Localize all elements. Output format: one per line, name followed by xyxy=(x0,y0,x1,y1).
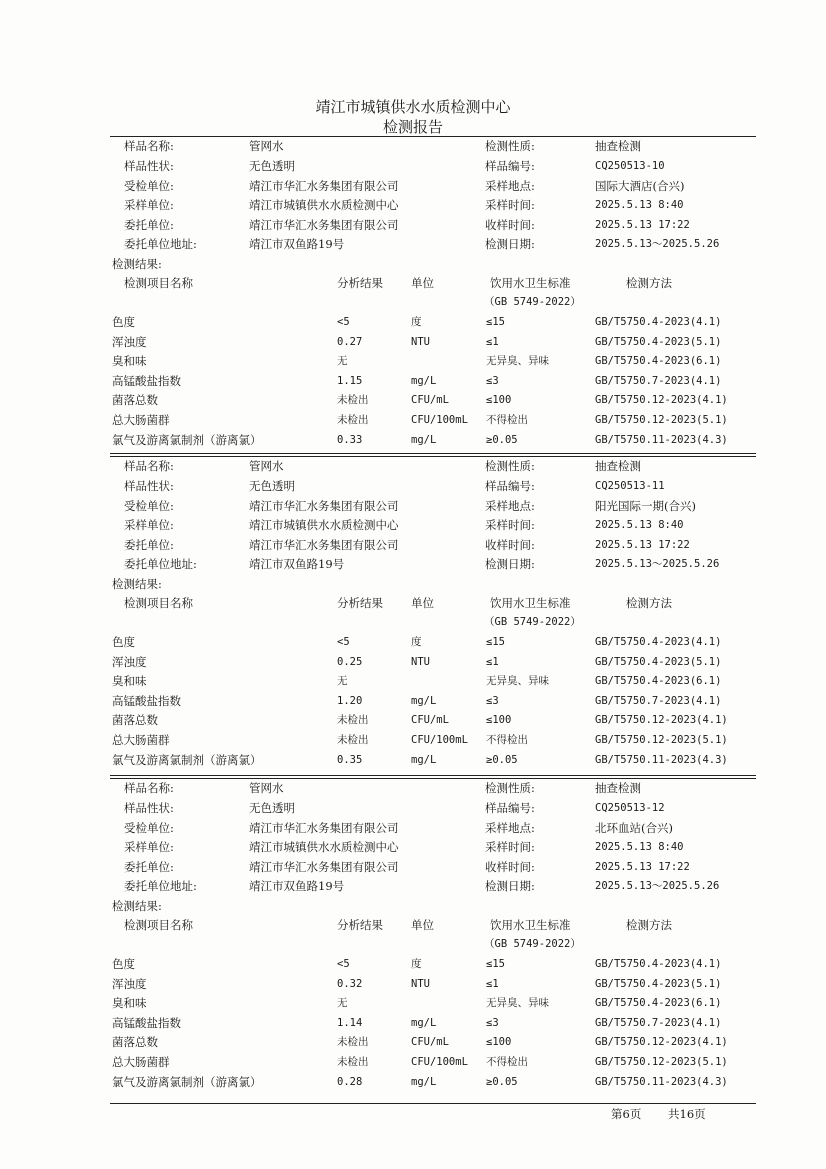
label-receive-time: 收样时间: xyxy=(485,218,535,232)
col-standard-header: 饮用水卫生标准 xyxy=(490,596,571,610)
sampling-unit: 靖江市城镇供水水质检测中心 xyxy=(249,198,399,212)
cell-item: 氯气及游离氯制剂（游离氯） xyxy=(112,1074,262,1089)
sampling-site: 国际大酒店(合兴) xyxy=(595,179,685,193)
test-date: 2025.5.13～2025.5.26 xyxy=(595,880,720,892)
label-sampling-site: 采样地点: xyxy=(485,179,535,193)
test-nature: 抽查检测 xyxy=(595,459,641,473)
cell-result: 0.33 xyxy=(337,433,363,446)
label-sampling-site: 采样地点: xyxy=(485,499,535,513)
cell-standard: 不得检出 xyxy=(486,734,528,746)
cell-item: 色度 xyxy=(112,635,135,649)
sampling-time: 2025.5.13 8:40 xyxy=(595,841,684,853)
label-sampling-unit: 采样单位: xyxy=(124,840,174,854)
cell-standard: ≤1 xyxy=(486,655,499,668)
sample-no: CQ250513-12 xyxy=(595,802,665,814)
cell-standard: ≤3 xyxy=(486,374,499,387)
cell-method: GB/T5750.4-2023(4.1) xyxy=(595,636,722,648)
sampling-unit: 靖江市城镇供水水质检测中心 xyxy=(249,840,399,854)
label-sampling-unit: 采样单位: xyxy=(124,198,174,212)
cell-result: 0.25 xyxy=(337,655,363,668)
col-standard-subheader: （GB 5749-2022） xyxy=(484,938,581,950)
cell-result: 未检出 xyxy=(337,1036,369,1049)
cell-unit: CFU/mL xyxy=(411,1036,449,1049)
cell-unit: mg/L xyxy=(411,694,437,707)
cell-result: 无 xyxy=(337,355,348,368)
cell-standard: ≥0.05 xyxy=(486,433,518,446)
section-separator xyxy=(110,453,756,457)
cell-unit: mg/L xyxy=(411,374,437,387)
cell-result: 未检出 xyxy=(337,414,369,426)
cell-unit: NTU xyxy=(411,655,430,668)
label-receive-time: 收样时间: xyxy=(485,538,535,552)
entrust-unit: 靖江市华汇水务集团有限公司 xyxy=(249,538,399,552)
label-sample-name: 样品名称: xyxy=(124,781,174,795)
col-standard-subheader: （GB 5749-2022） xyxy=(484,616,581,628)
cell-standard: ≤100 xyxy=(486,714,512,727)
sample-section-3 xyxy=(0,778,826,1108)
cell-item: 臭和味 xyxy=(112,354,147,369)
label-sample-no: 样品编号: xyxy=(485,479,535,493)
cell-standard: ≤100 xyxy=(486,1036,512,1049)
col-result-header: 分析结果 xyxy=(337,918,383,932)
label-sampling-unit: 采样单位: xyxy=(124,518,174,532)
cell-result: 未检出 xyxy=(337,394,369,407)
label-test-date: 检测日期: xyxy=(485,237,535,251)
label-test-date: 检测日期: xyxy=(485,879,535,893)
cell-method: GB/T5750.12-2023(5.1) xyxy=(595,1056,728,1068)
test-date: 2025.5.13～2025.5.26 xyxy=(595,238,720,250)
receive-time: 2025.5.13 17:22 xyxy=(595,219,690,231)
page-number: 第6页 xyxy=(611,1107,642,1121)
cell-result: 0.28 xyxy=(337,1075,363,1088)
entrust-unit: 靖江市华汇水务集团有限公司 xyxy=(249,218,399,232)
cell-standard: ≤1 xyxy=(486,335,499,348)
col-standard-subheader: （GB 5749-2022） xyxy=(484,296,581,308)
bottom-rule xyxy=(110,1103,756,1104)
cell-result: 0.32 xyxy=(337,977,363,990)
receive-time: 2025.5.13 17:22 xyxy=(595,861,690,873)
sample-section-1 xyxy=(0,136,826,466)
col-unit-header: 单位 xyxy=(411,918,434,932)
cell-item: 菌落总数 xyxy=(112,1035,158,1050)
label-entrust-unit: 委托单位: xyxy=(124,860,174,874)
cell-result: 未检出 xyxy=(337,714,369,727)
inspected-unit: 靖江市华汇水务集团有限公司 xyxy=(249,821,399,835)
cell-standard: ≤15 xyxy=(486,316,505,328)
entrust-address: 靖江市双鱼路19号 xyxy=(249,557,345,571)
label-inspected-unit: 受检单位: xyxy=(124,821,174,835)
inspected-unit: 靖江市华汇水务集团有限公司 xyxy=(249,499,399,513)
cell-unit: mg/L xyxy=(411,1016,437,1029)
cell-standard: ≤3 xyxy=(486,1016,499,1029)
cell-method: GB/T5750.11-2023(4.3) xyxy=(595,433,728,446)
cell-item: 高锰酸盐指数 xyxy=(112,693,181,708)
cell-item: 臭和味 xyxy=(112,674,147,689)
col-result-header: 分析结果 xyxy=(337,596,383,610)
sample-name: 管网水 xyxy=(249,139,284,153)
cell-method: GB/T5750.12-2023(5.1) xyxy=(595,414,728,426)
sampling-time: 2025.5.13 8:40 xyxy=(595,199,684,211)
cell-unit: mg/L xyxy=(411,753,437,766)
label-entrust-unit: 委托单位: xyxy=(124,538,174,552)
cell-result: <5 xyxy=(337,636,350,648)
label-inspected-unit: 受检单位: xyxy=(124,499,174,513)
cell-standard: ≤100 xyxy=(486,394,512,407)
cell-method: GB/T5750.12-2023(4.1) xyxy=(595,714,728,727)
cell-method: GB/T5750.4-2023(6.1) xyxy=(595,355,722,368)
page-total: 共16页 xyxy=(668,1107,706,1121)
sample-no: CQ250513-11 xyxy=(595,480,665,492)
label-entrust-address: 委托单位地址: xyxy=(124,557,197,571)
col-method-header: 检测方法 xyxy=(626,918,672,932)
sample-property: 无色透明 xyxy=(249,159,295,173)
col-standard-header: 饮用水卫生标准 xyxy=(490,918,571,932)
cell-standard: ≤15 xyxy=(486,636,505,648)
cell-result: 无 xyxy=(337,997,348,1010)
label-sample-name: 样品名称: xyxy=(124,459,174,473)
cell-item: 浑浊度 xyxy=(112,654,147,669)
cell-item: 总大肠菌群 xyxy=(112,413,170,427)
col-item-header: 检测项目名称 xyxy=(124,918,193,932)
cell-method: GB/T5750.11-2023(4.3) xyxy=(595,753,728,766)
label-entrust-unit: 委托单位: xyxy=(124,218,174,232)
cell-result: 1.15 xyxy=(337,374,363,387)
cell-method: GB/T5750.12-2023(4.1) xyxy=(595,1036,728,1049)
results-heading: 检测结果: xyxy=(112,899,162,913)
cell-result: 0.35 xyxy=(337,753,363,766)
label-sampling-time: 采样时间: xyxy=(485,198,535,212)
cell-standard: 无异臭、异味 xyxy=(486,355,549,368)
cell-result: 0.27 xyxy=(337,335,363,348)
label-sample-property: 样品性状: xyxy=(124,801,174,815)
cell-item: 氯气及游离氯制剂（游离氯） xyxy=(112,752,262,767)
cell-standard: 无异臭、异味 xyxy=(486,675,549,688)
cell-item: 高锰酸盐指数 xyxy=(112,1015,181,1030)
cell-method: GB/T5750.4-2023(5.1) xyxy=(595,655,722,668)
label-sample-name: 样品名称: xyxy=(124,139,174,153)
sample-section-2 xyxy=(0,456,826,786)
cell-method: GB/T5750.7-2023(4.1) xyxy=(595,374,722,387)
cell-item: 臭和味 xyxy=(112,996,147,1011)
sampling-time: 2025.5.13 8:40 xyxy=(595,519,684,531)
cell-item: 菌落总数 xyxy=(112,713,158,728)
label-receive-time: 收样时间: xyxy=(485,860,535,874)
cell-item: 菌落总数 xyxy=(112,393,158,408)
cell-method: GB/T5750.4-2023(5.1) xyxy=(595,335,722,348)
cell-unit: 度 xyxy=(411,636,422,648)
cell-unit: CFU/100mL xyxy=(411,414,468,426)
cell-item: 总大肠菌群 xyxy=(112,1055,170,1069)
cell-unit: CFU/mL xyxy=(411,394,449,407)
cell-item: 色度 xyxy=(112,957,135,971)
cell-standard: ≤1 xyxy=(486,977,499,990)
col-method-header: 检测方法 xyxy=(626,596,672,610)
sample-no: CQ250513-10 xyxy=(595,160,665,172)
sample-property: 无色透明 xyxy=(249,479,295,493)
cell-method: GB/T5750.4-2023(5.1) xyxy=(595,977,722,990)
entrust-unit: 靖江市华汇水务集团有限公司 xyxy=(249,860,399,874)
cell-unit: NTU xyxy=(411,335,430,348)
cell-standard: ≤15 xyxy=(486,958,505,970)
sampling-unit: 靖江市城镇供水水质检测中心 xyxy=(249,518,399,532)
label-test-date: 检测日期: xyxy=(485,557,535,571)
label-sample-no: 样品编号: xyxy=(485,159,535,173)
cell-item: 高锰酸盐指数 xyxy=(112,373,181,388)
cell-item: 色度 xyxy=(112,315,135,329)
cell-unit: CFU/mL xyxy=(411,714,449,727)
cell-result: 1.14 xyxy=(337,1016,363,1029)
label-sampling-time: 采样时间: xyxy=(485,518,535,532)
label-sampling-site: 采样地点: xyxy=(485,821,535,835)
report-title: 检测报告 xyxy=(382,118,443,136)
cell-standard: 不得检出 xyxy=(486,414,528,426)
cell-method: GB/T5750.7-2023(4.1) xyxy=(595,1016,722,1029)
cell-unit: 度 xyxy=(411,316,422,328)
cell-method: GB/T5750.4-2023(6.1) xyxy=(595,675,722,688)
receive-time: 2025.5.13 17:22 xyxy=(595,539,690,551)
cell-standard: 不得检出 xyxy=(486,1056,528,1068)
entrust-address: 靖江市双鱼路19号 xyxy=(249,237,345,251)
cell-method: GB/T5750.4-2023(4.1) xyxy=(595,316,722,328)
cell-item: 浑浊度 xyxy=(112,976,147,991)
sample-name: 管网水 xyxy=(249,781,284,795)
col-method-header: 检测方法 xyxy=(626,276,672,290)
report-org-title: 靖江市城镇供水水质检测中心 xyxy=(315,98,511,116)
label-test-nature: 检测性质: xyxy=(485,139,535,153)
cell-result: <5 xyxy=(337,316,350,328)
cell-unit: mg/L xyxy=(411,433,437,446)
section-separator xyxy=(110,775,756,779)
sample-name: 管网水 xyxy=(249,459,284,473)
cell-standard: ≤3 xyxy=(486,694,499,707)
label-entrust-address: 委托单位地址: xyxy=(124,879,197,893)
label-test-nature: 检测性质: xyxy=(485,459,535,473)
cell-result: <5 xyxy=(337,958,350,970)
col-unit-header: 单位 xyxy=(411,596,434,610)
cell-standard: ≥0.05 xyxy=(486,1075,518,1088)
cell-result: 未检出 xyxy=(337,734,369,746)
cell-item: 浑浊度 xyxy=(112,334,147,349)
cell-method: GB/T5750.11-2023(4.3) xyxy=(595,1075,728,1088)
cell-result: 1.20 xyxy=(337,694,363,707)
cell-unit: NTU xyxy=(411,977,430,990)
col-unit-header: 单位 xyxy=(411,276,434,290)
cell-result: 无 xyxy=(337,675,348,688)
test-nature: 抽查检测 xyxy=(595,139,641,153)
col-item-header: 检测项目名称 xyxy=(124,596,193,610)
sampling-site: 阳光国际一期(合兴) xyxy=(595,499,696,513)
cell-method: GB/T5750.12-2023(5.1) xyxy=(595,734,728,746)
cell-unit: CFU/100mL xyxy=(411,734,468,746)
cell-item: 总大肠菌群 xyxy=(112,733,170,747)
test-nature: 抽查检测 xyxy=(595,781,641,795)
label-sampling-time: 采样时间: xyxy=(485,840,535,854)
label-sample-property: 样品性状: xyxy=(124,479,174,493)
cell-unit: 度 xyxy=(411,958,422,970)
col-standard-header: 饮用水卫生标准 xyxy=(490,276,571,290)
cell-method: GB/T5750.12-2023(4.1) xyxy=(595,394,728,407)
test-date: 2025.5.13～2025.5.26 xyxy=(595,558,720,570)
cell-unit: CFU/100mL xyxy=(411,1056,468,1068)
results-heading: 检测结果: xyxy=(112,577,162,591)
cell-method: GB/T5750.4-2023(6.1) xyxy=(595,997,722,1010)
cell-result: 未检出 xyxy=(337,1056,369,1068)
label-sample-no: 样品编号: xyxy=(485,801,535,815)
cell-standard: 无异臭、异味 xyxy=(486,997,549,1010)
cell-unit: mg/L xyxy=(411,1075,437,1088)
inspected-unit: 靖江市华汇水务集团有限公司 xyxy=(249,179,399,193)
cell-item: 氯气及游离氯制剂（游离氯） xyxy=(112,432,262,447)
sampling-site: 北环血站(合兴) xyxy=(595,821,673,835)
cell-method: GB/T5750.4-2023(4.1) xyxy=(595,958,722,970)
sample-property: 无色透明 xyxy=(249,801,295,815)
label-entrust-address: 委托单位地址: xyxy=(124,237,197,251)
label-inspected-unit: 受检单位: xyxy=(124,179,174,193)
cell-method: GB/T5750.7-2023(4.1) xyxy=(595,694,722,707)
entrust-address: 靖江市双鱼路19号 xyxy=(249,879,345,893)
label-sample-property: 样品性状: xyxy=(124,159,174,173)
col-item-header: 检测项目名称 xyxy=(124,276,193,290)
label-test-nature: 检测性质: xyxy=(485,781,535,795)
col-result-header: 分析结果 xyxy=(337,276,383,290)
results-heading: 检测结果: xyxy=(112,257,162,271)
cell-standard: ≥0.05 xyxy=(486,753,518,766)
